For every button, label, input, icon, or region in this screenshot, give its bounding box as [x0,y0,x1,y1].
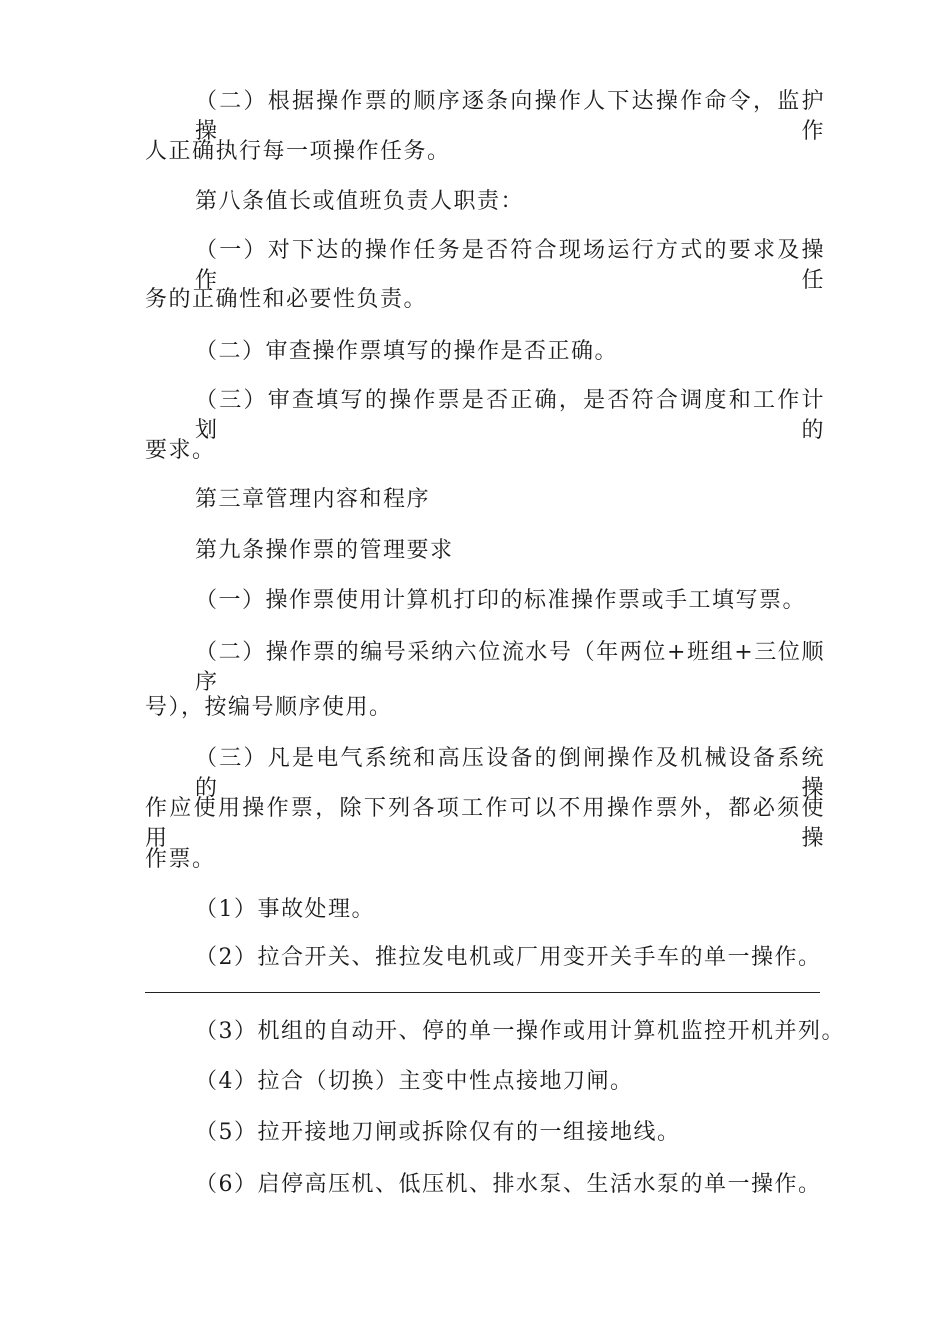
paragraph-line: 要求。 [145,438,216,463]
paragraph-line: 作应使用操作票，除下列各项工作可以不用操作票外，都必须使用操 [145,796,825,851]
article-heading: 第八条值长或值班负责人职责： [195,189,525,214]
list-item: （2）拉合开关、推拉发电机或厂用变开关手车的单一操作。 [195,945,822,970]
list-item: （3）机组的自动开、停的单一操作或用计算机监控开机并列。 [195,1019,845,1044]
paragraph-line: （一）对下达的操作任务是否符合现场运行方式的要求及操作任 [195,238,825,293]
paragraph-line: 作票。 [145,847,216,872]
paragraph-line: （一）操作票使用计算机打印的标准操作票或手工填写票。 [195,588,807,613]
chapter-heading: 第三章管理内容和程序 [195,487,431,512]
list-item: （4）拉合（切换）主变中性点接地刀闸。 [195,1069,634,1094]
paragraph-line: （二）审查操作票填写的操作是否正确。 [195,339,619,364]
paragraph-line: （二）根据操作票的顺序逐条向操作人下达操作命令，监护操作 [195,89,825,144]
list-item: （5）拉开接地刀闸或拆除仅有的一组接地线。 [195,1120,681,1145]
paragraph-line: （三）凡是电气系统和高压设备的倒闸操作及机械设备系统的操 [195,746,825,801]
horizontal-divider [145,992,820,993]
paragraph-line: 号），按编号顺序使用。 [145,695,393,720]
paragraph-line: 务的正确性和必要性负责。 [145,287,428,312]
paragraph-line: 人正确执行每一项操作任务。 [145,139,451,164]
paragraph-line: （三）审查填写的操作票是否正确，是否符合调度和工作计划的 [195,388,825,443]
list-item: （1）事故处理。 [195,897,375,922]
paragraph-line: （二）操作票的编号采纳六位流水号（年两位+班组+三位顺序 [195,640,825,695]
article-heading: 第九条操作票的管理要求 [195,538,454,563]
list-item: （6）启停高压机、低压机、排水泵、生活水泵的单一操作。 [195,1172,822,1197]
